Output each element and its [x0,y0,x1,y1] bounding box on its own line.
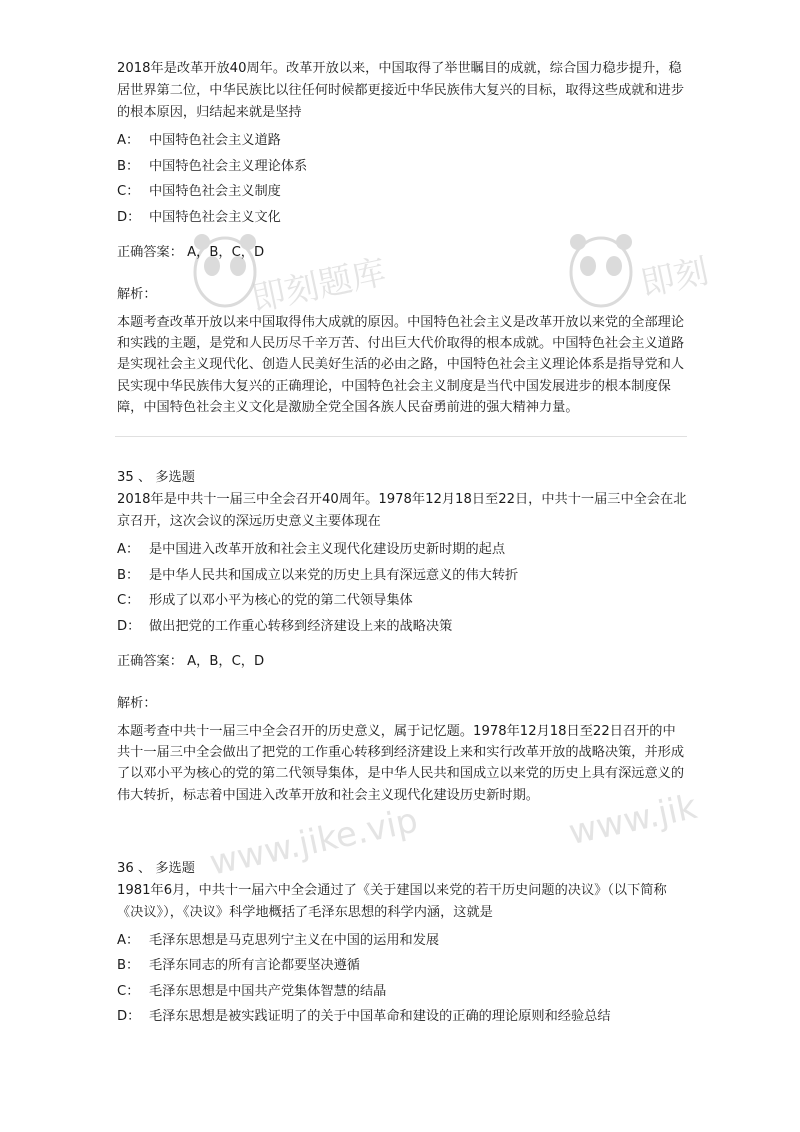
option-c: C： 毛泽东思想是中国共产党集体智慧的结晶 [117,983,387,999]
correct-answer: 正确答案： A，B，C，D [117,245,265,260]
option-c: C： 形成了以邓小平为核心的党的第二代领导集体 [117,593,413,609]
correct-answer: 正确答案： A，B，C，D [117,654,265,670]
option-b: B： 毛泽东同志的所有言论都要坚决遵循 [117,958,360,974]
question-header: 35 、 多选题 [117,470,195,486]
option-d: D： 毛泽东思想是被实践证明了的关于中国革命和建设的正确的理论原则和经验总结 [117,1009,611,1025]
option-b: B： 中国特色社会主义理论体系 [117,158,308,174]
watermark-text: 即刻 [637,251,713,305]
option-a: A： 中国特色社会主义道路 [117,133,281,148]
option-c: C： 中国特色社会主义制度 [117,184,281,199]
analysis-label: 解析： [117,287,157,302]
option-d: D： 中国特色社会主义文化 [117,209,281,225]
analysis-text: 本题考查中共十一届三中全会召开的历史意义，属于记忆题。1978年12月18日至22日召开的中共十一届三中全会做出了把党的工作重心转移到经济建设上来和实行改革开放的战略决策，并形成了以邓小平为核心的党的第二代领导集体，是中华人民共和国成立以来党的历史上具有深远意义的伟大转折，标志着中国进入改革开放和社会主义现代化建设历史新时期。 [117,724,685,803]
question-stem: 2018年是中共十一届三中全会召开40周年。1978年12月18日至22日，中共十一届三中全会在北京召开，这次会议的深远历史意义主要体现在 [117,492,687,530]
watermark-url: www.jike.vip [206,800,422,884]
option-d: D： 做出把党的工作重心转移到经济建设上来的战略决策 [117,618,453,634]
watermark-text: 即刻题库 [248,252,390,320]
exam-document [117,58,687,1030]
analysis-text: 本题考查改革开放以来中国取得伟大成就的原因。中国特色社会主义是改革开放以来党的全部理论和实践的主题，是党和人民历尽千辛万苦、付出巨大代价取得的根本成就。中国特色社会主义道路是实现社会主义现代化、创造人民美好生活的必由之路，中国特色社会主义理论体系是指导党和人民实现中华民族伟大复兴的正确理论，中国特色社会主义制度是当代中国发展进步的根本制度保障，中国特色社会主义文化是激励全党全国各族人民奋勇前进的强大精神力量。 [117,315,685,415]
analysis-label: 解析： [117,696,157,712]
question-header: 36 、 多选题 [117,860,195,876]
question-34 [117,58,687,418]
question-stem: 2018年是改革开放40周年。改革开放以来，中国取得了举世瞩目的成就，综合国力稳步提升，稳居世界第二位，中华民族比以往任何时候都更接近中华民族伟大复兴的目标，取得这些成就和进步的根本原因，归结起来就是坚持 [117,61,685,120]
option-a: A： 是中国进入改革开放和社会主义现代化建设历史新时期的起点 [117,542,506,558]
option-b: B： 是中华人民共和国成立以来党的历史上具有深远意义的伟大转折 [117,567,519,583]
watermark-url: www.jik [565,786,701,854]
option-a: A： 毛泽东思想是马克思列宁主义在中国的运用和发展 [117,932,440,948]
question-stem: 1981年6月，中共十一届六中全会通过了《关于建国以来党的若干历史问题的决议》（以下简称《决议》），《决议》科学地概括了毛泽东思想的科学内涵，这就是 [117,882,667,920]
question-36 [117,858,687,1030]
question-35 [117,467,687,806]
